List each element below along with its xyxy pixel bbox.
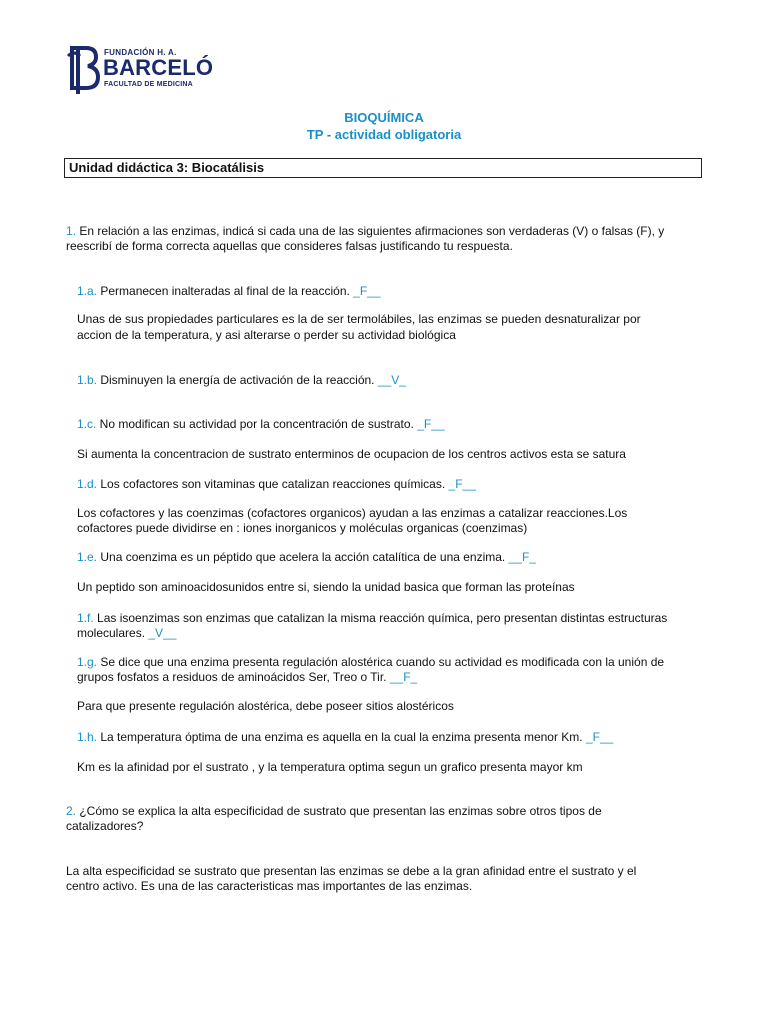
item-1h: [77, 730, 613, 745]
item-1c-text: No modifican su actividad por la concentración de sustrato.: [96, 417, 418, 431]
unit-heading: Unidad didáctica 3: Biocatálisis: [64, 158, 702, 178]
item-1d-mark: _F__: [448, 477, 476, 491]
item-1e-answer-line-1: Un peptido son aminoacidosunidos entre si, siendo la unidad basica que forman las proteínas: [77, 580, 575, 594]
question-2-line-2: catalizadores?: [66, 819, 144, 833]
item-1f-mark: _V__: [148, 626, 177, 640]
item-1d-answer-line-1: Los cofactores y las coenzimas (cofactores organicos) ayudan a las enzimas a catalizar reacciones.Los: [77, 506, 628, 520]
item-1a-text: Permanecen inalteradas al final de la reacción.: [97, 284, 354, 298]
item-1c-mark: _F__: [417, 417, 445, 431]
item-1a-mark: _F__: [353, 284, 381, 298]
item-1f-text: Las isoenzimas son enzimas que catalizan la misma reacción química, pero presentan distintas estructuras: [93, 611, 668, 625]
item-1g-answer-line-1: Para que presente regulación alostérica, debe poseer sitios alostéricos: [77, 699, 454, 713]
item-1b-number: 1.b.: [77, 373, 98, 387]
item-1e-mark: __F_: [508, 550, 536, 564]
item-1f-line-2: [77, 626, 176, 641]
item-1d-answer-line-2: cofactores puede dividirse en : iones inorganicos y moléculas organicas (coenzimas): [77, 521, 528, 535]
item-1c: [77, 417, 445, 432]
document-title: BIOQUÍMICA: [344, 110, 424, 125]
question-2-line-1: [66, 804, 602, 819]
logo-line-3: FACULTAD DE MEDICINA: [104, 81, 193, 88]
item-1e-text: Una coenzima es un péptido que acelera la acción catalítica de una enzima.: [97, 550, 509, 564]
item-1h-answer-line-1: Km es la afinidad por el sustrato , y la temperatura optima segun un grafico presenta mayor km: [77, 760, 583, 774]
document-subtitle: TP - actividad obligatoria: [306, 127, 462, 142]
logo-line-1: FUNDACIÓN H. A.: [104, 48, 177, 57]
question-1-text: En relación a las enzimas, indicá si cada una de las siguientes afirmaciones son verdaderas (V) o falsas (F), y: [76, 224, 665, 238]
item-1e-number: 1.e.: [77, 550, 98, 564]
item-1a-answer-line-1: Unas de sus propiedades particulares es la de ser termolábiles, las enzimas se pueden desnaturalizar por: [77, 312, 641, 326]
item-1b-text: Disminuyen la energía de activación de la reacción.: [97, 373, 378, 387]
question-2-number: 2.: [66, 804, 77, 818]
item-1f-number: 1.f.: [77, 611, 94, 625]
item-1h-number: 1.h.: [77, 730, 98, 744]
item-1a: [77, 284, 381, 299]
item-1d-text: Los cofactores son vitaminas que catalizan reacciones químicas.: [97, 477, 449, 491]
item-1g-text-2: grupos fosfatos a residuos de aminoácidos Ser, Treo o Tir.: [77, 670, 390, 684]
item-1h-mark: _F__: [585, 730, 614, 744]
question-2-text: ¿Cómo se explica la alta especificidad de sustrato que presentan las enzimas sobre otros tipos de: [76, 804, 602, 818]
item-1g-mark: __F_: [389, 670, 418, 684]
logo-emblem-icon: [66, 44, 100, 94]
question-2-answer-line-2: centro activo. Es una de las caracteristicas mas importantes de las enzimas.: [66, 879, 473, 893]
item-1d-number: 1.d.: [77, 477, 98, 491]
item-1c-answer-line-1: Si aumenta la concentracion de sustrato enterminos de ocupacion de los centros activos esta se satura: [77, 447, 626, 461]
item-1h-text: La temperatura óptima de una enzima es aquella en la cual la enzima presenta menor Km.: [97, 730, 586, 744]
question-1-line-1: [66, 224, 664, 239]
item-1d: [77, 477, 476, 492]
item-1f-line-1: [77, 611, 667, 626]
item-1g-number: 1.g.: [77, 655, 98, 669]
item-1a-number: 1.a.: [77, 284, 98, 298]
institution-logo: [66, 44, 214, 92]
item-1e: [77, 550, 536, 565]
item-1b-mark: __V_: [377, 373, 406, 387]
item-1b: [77, 373, 406, 388]
item-1g-line-2: [77, 670, 417, 685]
item-1g-text: Se dice que una enzima presenta regulación alostérica cuando su actividad es modificada con la unión de: [97, 655, 665, 669]
question-1-line-2: reescribí de forma correcta aquellas que consideres falsas justificando tu respuesta.: [66, 239, 513, 253]
item-1f-text-2: moleculares.: [77, 626, 149, 640]
item-1g-line-1: [77, 655, 664, 670]
item-1c-number: 1.c.: [77, 417, 97, 431]
question-2-answer-line-1: La alta especificidad se sustrato que presentan las enzimas se debe a la gran afinidad entre el sustrato y el: [66, 864, 637, 878]
item-1a-answer-line-2: accion de la temperatura, y asi alterarse o perder su actividad biológica: [77, 328, 456, 342]
logo-line-2: BARCELÓ: [103, 55, 214, 80]
question-1-number: 1.: [66, 224, 77, 238]
